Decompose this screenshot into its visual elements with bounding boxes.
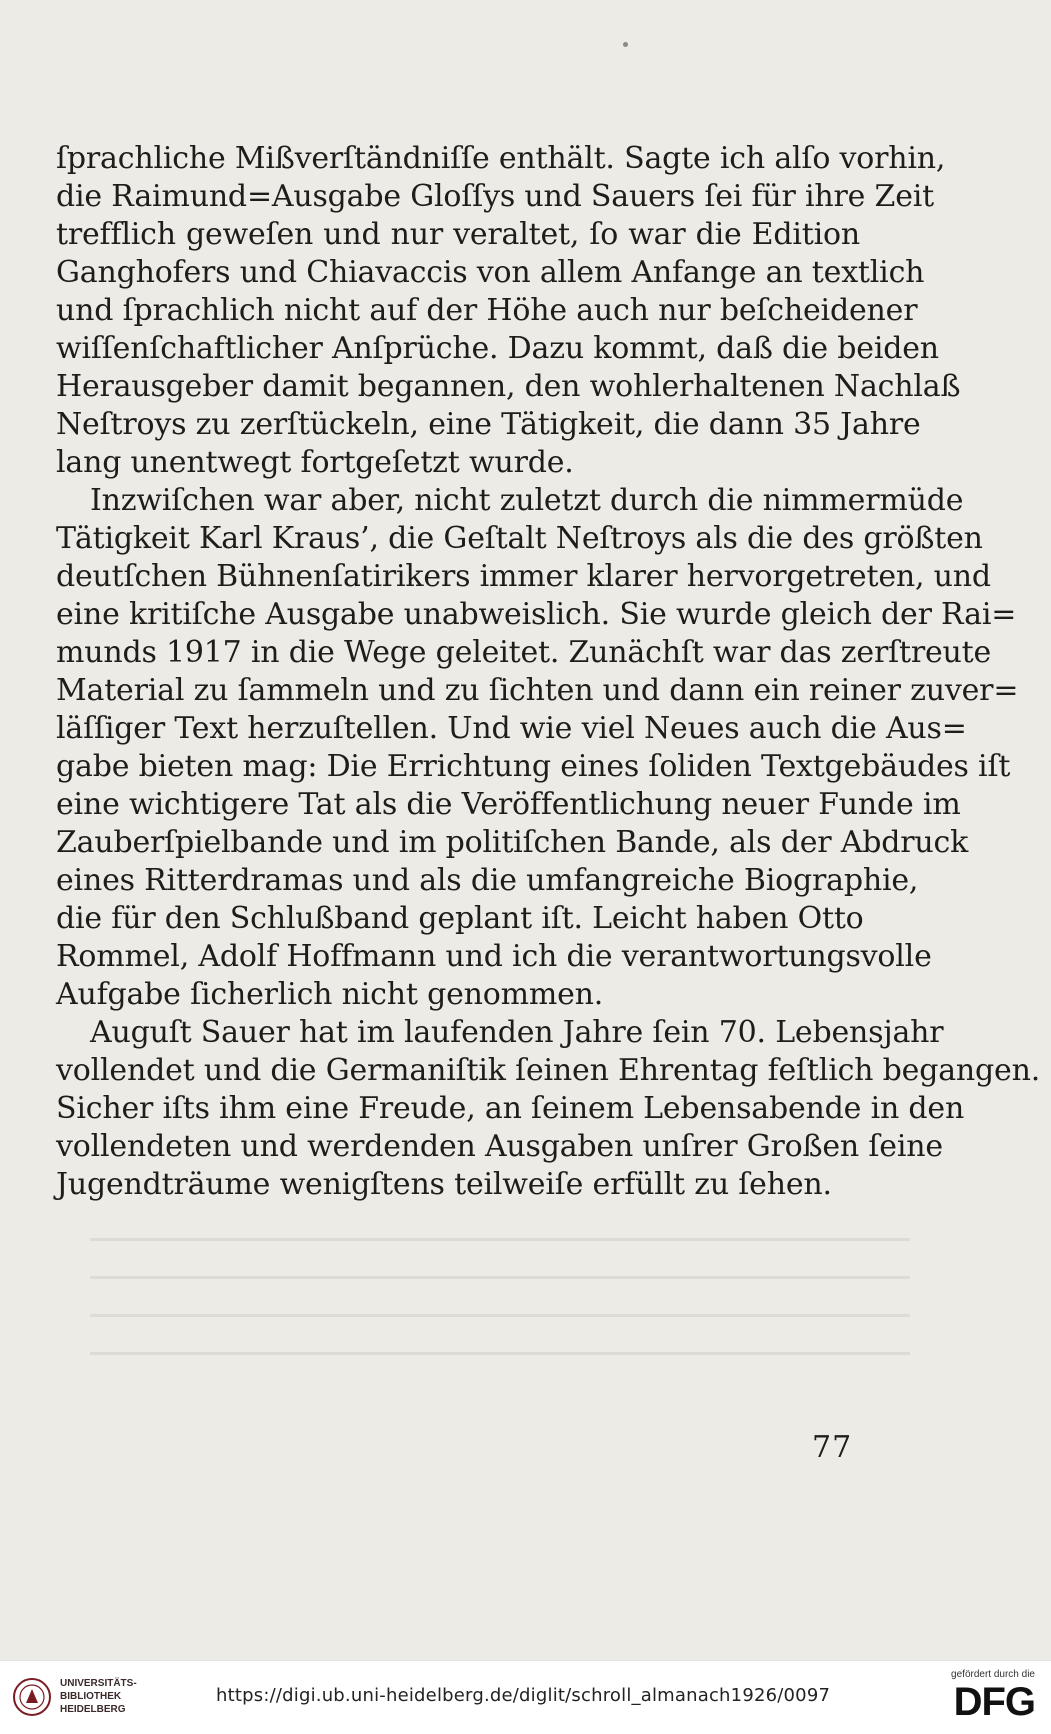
text-line: Auguſt Sauer hat im laufenden Jahre ſein 70. Lebensjahr [90,1015,944,1050]
bleed-through-text [90,1210,910,1390]
library-name-line: HEIDELBERG [60,1704,126,1715]
page-number: 77 [812,1430,853,1465]
paragraph-3 [56,1014,1041,1204]
text-line: läſſiger Text herzuſtellen. Und wie viel Neues auch die Aus= [56,711,967,746]
text-line: Herausgeber damit begannen, den wohlerhaltenen Nachlaß [56,369,961,404]
text-line: vollendeten und werdenden Ausgaben unſrer Großen ſeine [56,1129,943,1164]
text-line: trefflich geweſen und nur veraltet, ſo war die Edition [56,217,860,252]
text-line: eine wichtigere Tat als die Veröffentlichung neuer Funde im [56,787,961,822]
library-name-line: BIBLIOTHEK [60,1691,122,1702]
dfg-logo: DFG [953,1680,1035,1724]
text-line: deutſchen Bühnenſatirikers immer klarer hervorgetreten, und [56,559,991,594]
text-line: Zauberſpielbande und im politiſchen Bande, als der Abdruck [56,825,969,860]
footer-bar [0,1660,1051,1734]
university-seal-icon [12,1677,52,1717]
text-line: gabe bieten mag: Die Errichtung eines ſoliden Textgebäudes iſt [56,749,1011,784]
text-line: Sicher iſts ihm eine Freude, an ſeinem Lebensabende in den [56,1091,965,1126]
permalink-url[interactable]: https://digi.ub.uni-heidelberg.de/diglit/schroll_almanach1926/0097 [216,1685,831,1706]
text-line: eine kritiſche Ausgabe unabweislich. Sie wurde gleich der Rai= [56,597,1017,632]
text-line: die Raimund=Ausgabe Gloſſys und Sauers ſei für ihre Zeit [56,179,935,214]
text-line: Material zu ſammeln und zu ſichten und dann ein reiner zuver= [56,673,1019,708]
text-line: Neſtroys zu zerſtückeln, eine Tätigkeit, die dann 35 Jahre [56,407,921,442]
text-line: Aufgabe ſicherlich nicht genommen. [56,977,604,1012]
body-text [56,140,1041,1204]
library-name-line: UNIVERSITÄTS- [60,1678,137,1689]
funder-logo[interactable] [925,1669,1035,1722]
text-line: Inzwiſchen war aber, nicht zuletzt durch die nimmermüde [90,483,964,518]
text-line: vollendet und die Germaniſtik ſeinen Ehrentag feſtlich begangen. [56,1053,1041,1088]
text-line: Rommel, Adolf Hoffmann und ich die verantwortungsvolle [56,939,932,974]
text-line: wiſſenſchaftlicher Anſprüche. Dazu kommt, daß die beiden [56,331,939,366]
text-line: die für den Schlußband geplant iſt. Leicht haben Otto [56,901,864,936]
text-line: ſprachliche Mißverſtändniſſe enthält. Sagte ich alſo vorhin, [56,141,946,176]
library-name [60,1677,137,1716]
library-logo[interactable] [12,1675,152,1721]
text-line: Tätigkeit Karl Kraus’, die Geſtalt Neſtroys als die des größten [56,521,983,556]
page-mark [623,42,628,47]
funding-note: gefördert durch die [951,1669,1035,1680]
text-line: und ſprachlich nicht auf der Höhe auch nur beſcheidener [56,293,918,328]
paragraph-1 [56,140,961,482]
text-line: eines Ritterdramas und als die umfangreiche Biographie, [56,863,919,898]
text-line: Jugendträume wenigſtens teilweiſe erfüllt zu ſehen. [56,1167,832,1202]
text-line: lang unentwegt fortgeſetzt wurde. [56,445,574,480]
text-line: munds 1917 in die Wege geleitet. Zunächſt war das zerſtreute [56,635,992,670]
text-line: Ganghofers und Chiavaccis von allem Anfange an textlich [56,255,925,290]
paragraph-2 [56,482,1019,1014]
